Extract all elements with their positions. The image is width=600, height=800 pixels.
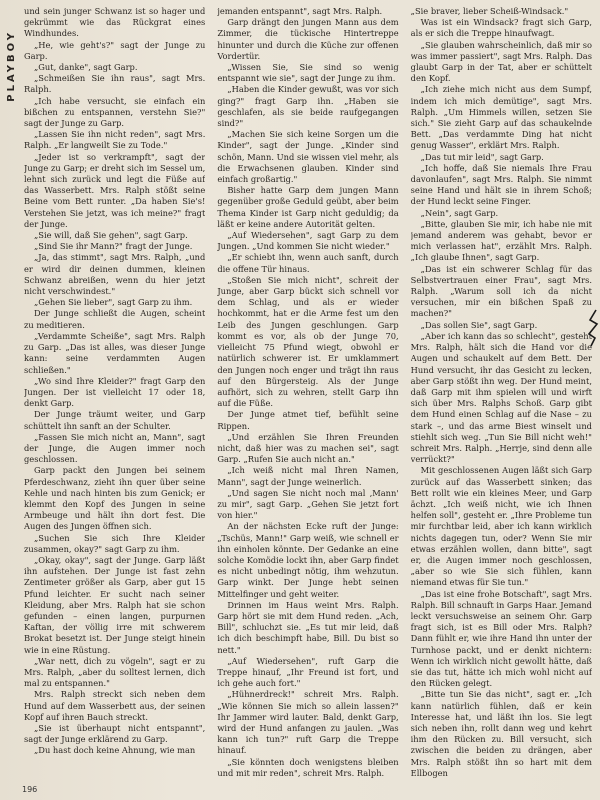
paragraph: „Auf Wiedersehen", sagt Garp zu dem Jungen. „Und kommen Sie nicht wieder."	[217, 230, 399, 252]
paragraph: „Schmeißen Sie ihn raus", sagt Mrs. Ralph.	[24, 73, 206, 95]
paragraph: „Das ist eine frohe Botschaft", sagt Mrs. Ralph. Bill schnauft in Garps Haar. Jemand leckt versuchsweise an seinem Ohr. Garp fragt sich, ist es Bill oder Mrs. Ralph? Dann fühlt er, wie ihre Hand ihn unter der Turnhose packt, und er denkt nichtern: Wenn ich wirklich nicht gewollt hätte, daß sie das tut, hätte ich mich wohl nicht auf den Rücken gelegt.	[410, 588, 592, 689]
paragraph: „Ich habe versucht, sie einfach ein bißchen zu entspannen, verstehn Sie?" sagt der Junge zu Garp.	[24, 95, 206, 129]
paragraph: „Sie will, daß Sie gehen", sagt Garp.	[34, 230, 188, 241]
paragraph: „Okay, okay", sagt der Junge. Garp läßt ihn aufstehen. Der Junge ist fast zehn Zentimeter größer als Garp, aber gut 15 Pfund leichter. Er sucht nach seiner Kleidung, aber Mrs. Ralph hat sie schon gefunden – einen langen, purpurnen Kaftan, der völlig irre mit schwerem Brokat besetzt ist. Der Junge steigt hinein wie in eine Rüstung.	[24, 554, 206, 655]
paragraph: Mrs. Ralph streckt sich neben dem Hund auf dem Wasserbett aus, der seinen Kopf auf ihren Bauch streckt.	[24, 689, 206, 722]
paragraph: „Hühnerdreck!" schreit Mrs. Ralph. „Wie können Sie mich so allein lassen?" Ihr Jammer wird lauter. Bald, denkt Garp, wird der Hund anfangen zu jaulen. „Was kann ich tun?" ruft Garp die Treppe hinauf.	[217, 689, 399, 756]
paragraph: „Bitte, glauben Sie mir, ich habe nie mit jemand anderem was gehabt, bevor er mich verlassen hat", erzählt Mrs. Ralph. „Ich glaube Ihnen", sagt Garp.	[410, 218, 592, 263]
paragraph: „Sie ist überhaupt nicht entspannt", sagt der Junge erklärend zu Garp.	[24, 723, 206, 745]
paragraph: „Das sollen Sie", sagt Garp.	[420, 319, 538, 330]
paragraph: „Wissen Sie, Sie sind so wenig entspannt wie sie", sagt der Junge zu ihm.	[217, 62, 399, 84]
paragraph: „Haben die Kinder gewußt, was vor sich ging?" fragt Garp ihn. „Haben sie geschlafen, als sie beide raufgegangen sind?"	[217, 84, 399, 129]
paragraph: Der Junge schließt die Augen, scheint zu meditieren.	[24, 308, 206, 330]
paragraph: „Verdammte Scheiße", sagt Mrs. Ralph zu Garp. „Das ist alles, was dieser Junge kann: seine verdammten Augen schließen."	[24, 330, 206, 375]
paragraph: „Sie braver, lieber Scheiß-Windsack."	[410, 6, 569, 16]
paragraph: und sein junger Schwanz ist so hager und gekrümmt wie das Rückgrat eines Windhundes.	[24, 6, 206, 39]
paragraph: „Ich weiß nicht mal Ihren Namen, Mann", sagt der Junge weinerlich.	[217, 465, 399, 487]
text-column-1	[24, 6, 205, 786]
paragraph: „Ich hoffe, daß Sie niemals Ihre Frau davonlaufen", sagt Mrs. Ralph. Sie nimmt seine Hand und hält sie in ihrem Schoß; der Hund leckt seine Finger.	[410, 162, 592, 207]
paragraph: „Sind Sie ihr Mann?" fragt der Junge.	[34, 241, 193, 252]
paragraph: „Suchen Sie sich Ihre Kleider zusammen, okay?" sagt Garp zu ihm.	[24, 532, 206, 554]
text-column-2	[217, 6, 398, 786]
paragraph: „Aber ich kann das so schlecht", gesteht Mrs. Ralph, hält sich die Hand vor die Augen und schaukelt auf dem Bett. Der Hund versucht, ihr das Gesicht zu lecken, aber Garp stößt ihn weg. Der Hund meint, daß Garp mit ihm spielen will und wirft sich über Mrs. Ralphs Schoß. Garp gibt dem Hund einen Schlag auf die Nase – zu stark –, und das arme Biest winselt und stiehlt sich weg. „Tun Sie Bill nicht weh!" schreit Mrs. Ralph. „Herrje, sind denn alle verrückt?"	[410, 330, 592, 465]
paragraph: „Und sagen Sie nicht noch mal ‚Mann' zu mir", sagt Garp. „Gehen Sie jetzt fort von hier."	[217, 487, 399, 521]
paragraph: „Das tut mir leid", sagt Garp.	[420, 151, 544, 162]
paragraph: „Ja, das stimmt", sagt Mrs. Ralph, „und er wird dir deinen dummen, kleinen Schwanz abreißen, wenn du hier jetzt nicht verschwindest."	[24, 252, 206, 297]
page-number: 196	[22, 785, 38, 794]
paragraph: „Gut, danke", sagt Garp.	[34, 62, 138, 73]
paragraph: „Du hast doch keine Ahnung, wie man	[34, 745, 196, 756]
paragraph: „He, wie geht's?" sagt der Junge zu Garp.	[24, 39, 206, 61]
paragraph: Der Junge träumt weiter, und Garp schüttelt ihn sanft an der Schulter.	[24, 409, 206, 431]
paragraph: Garp packt den Jungen bei seinem Pferdeschwanz, zieht ihn quer über seine Kehle und nach hinten bis zum Genick; er klemmt den Kopf des Jungen in seine Armbeuge und hält ihn dort fest. Die Augen des Jungen öffnen sich.	[24, 465, 206, 532]
paragraph: „Auf Wiedersehen", ruft Garp die Treppe hinauf, „Ihr Freund ist fort, und ich gehe auch fort."	[217, 655, 399, 689]
paragraph: „Und erzählen Sie Ihren Freunden nicht, daß hier was zu machen sei", sagt Garp. „Rufen Sie auch nicht an."	[217, 431, 399, 465]
paragraph: „Jeder ist so verkrampft", sagt der Junge zu Garp; er dreht sich im Sessel um, lehnt sich zurück und legt die Füße auf das Wasserbett. Mrs. Ralph stößt seine Beine vom Bett runter. „Da haben Sie's! Verstehen Sie jetzt, was ich meine?" fragt der Junge.	[24, 151, 206, 229]
paragraph: jemanden entspannt", sagt Mrs. Ralph.	[217, 6, 383, 16]
paragraph: „Lassen Sie ihn nicht reden", sagt Mrs. Ralph. „Er langweilt Sie zu Tode."	[24, 129, 206, 151]
paragraph: „Machen Sie sich keine Sorgen um die Kinder", sagt der Junge. „Kinder sind schön, Mann. Und sie wissen viel mehr, als die Erwachsenen glauben. Kinder sind einfach großartig."	[217, 129, 399, 185]
paragraph: „Bitte tun Sie das nicht", sagt er. „Ich kann natürlich fühlen, daß er kein Interesse hat, und läßt ihn los. Sie legt sich neben ihn, rollt dann weg und kehrt ihm den Rücken zu. Bill versucht, sich zwischen die beiden zu drängen, aber Mrs. Ralph stößt ihn so hart mit dem Ellbogen	[410, 689, 592, 778]
paragraph: Garp drängt den jungen Mann aus dem Zimmer, die tückische Hintertreppe hinunter und durch die Küche zur offenen Vordertür.	[217, 17, 399, 61]
paragraph: Mit geschlossenen Augen läßt sich Garp zurück auf das Wasserbett sinken; das Bett rollt wie ein kleines Meer, und Garp ächzt. „Ich weiß nicht, wie ich Ihnen helfen soll", gesteht er. „Ihre Probleme tun mir furchtbar leid, aber ich kann wirklich nichts dagegen tun, oder? Wenn Sie mir etwas erzählen wollen, dann bitte", sagt er, die Augen immer noch geschlossen, „aber so wie Sie sich fühlen, kann niemand etwas für Sie tun."	[410, 465, 592, 588]
paragraph: „Sie könnten doch wenigstens bleiben und mit mir reden", schreit Mrs. Ralph.	[217, 756, 399, 778]
paragraph: Bisher hatte Garp dem jungen Mann gegenüber große Geduld geübt, aber beim Thema Kinder ist Garp nicht geduldig; da läßt er keine andere Autorität gelten.	[217, 185, 399, 229]
paragraph: „War nett, dich zu vögeln", sagt er zu Mrs. Ralph, „aber du solltest lernen, dich mal zu entspannen."	[24, 655, 206, 689]
paragraph: „Wo sind Ihre Kleider?" fragt Garp den Jungen. Der ist vielleicht 17 oder 18, denkt Garp.	[24, 375, 206, 409]
paragraph: Drinnen im Haus weint Mrs. Ralph. Garp hört sie mit dem Hund reden. „Ach, Bill", schluchzt sie. „Es tut mir leid, daß ich dich beschimpft habe, Bill. Du bist so nett."	[217, 599, 399, 655]
paragraph: „Nein", sagt Garp.	[420, 207, 499, 218]
paragraph: „Stoßen Sie mich nicht", schreit der Junge, aber Garp bückt sich schnell vor dem Schlag, und als er wieder hochkommt, hat er die Arme fest um den Leib des Jungen geschlungen. Garp kommt es vor, als ob der Junge 70, vielleicht 75 Pfund wiegt, obwohl er natürlich schwerer ist. Er umklammert den Jungen noch enger und trägt ihn raus auf den Bürgersteig. Als der Junge aufhört, sich zu wehren, stellt Garp ihn auf die Füße.	[217, 274, 399, 409]
paragraph: Der Junge atmet tief, befühlt seine Rippen.	[217, 409, 399, 431]
text-columns	[24, 6, 592, 786]
margin-mark	[586, 308, 600, 348]
paragraph: „Sie glauben wahrscheinlich, daß mir so was immer passiert", sagt Mrs. Ralph. Das glaubt Garp in der Tat, aber er schüttelt den Kopf.	[410, 39, 592, 84]
paragraph: Was ist ein Windsack? fragt sich Garp, als er sich die Treppe hinaufwagt.	[410, 17, 592, 39]
paragraph: „Ich ziehe mich nicht aus dem Sumpf, indem ich mich demütige", sagt Mrs. Ralph. „Um Himmels willen, setzen Sie sich." Sie zieht Garp auf das schaukelnde Bett. „Das verdammte Ding hat nicht genug Wasser", erklärt Mrs. Ralph.	[410, 84, 592, 151]
paragraph: „Er schiebt ihn, wenn auch sanft, durch die offene Tür hinaus.	[217, 252, 399, 274]
paragraph: An der nächsten Ecke ruft der Junge: „Tschüs, Mann!" Garp weiß, wie schnell er ihn einholen könnte. Der Gedanke an eine solche Komödie lockt ihn, aber Garp findet es nicht unbedingt nötig, ihm wehzutun. Garp winkt. Der Junge hebt seinen Mittelfinger und geht weiter.	[217, 521, 399, 599]
paragraph: „Das ist ein schwerer Schlag für das Selbstvertrauen einer Frau", sagt Mrs. Ralph. „Warum soll ich da nicht versuchen, mir ein bißchen Spaß zu machen?"	[410, 263, 592, 319]
magazine-brand: PLAYBOY	[6, 30, 17, 102]
paragraph: „Gehen Sie lieber", sagt Garp zu ihm.	[34, 297, 193, 308]
text-column-3	[411, 6, 592, 786]
paragraph: „Fassen Sie mich nicht an, Mann", sagt der Junge, die Augen immer noch geschlossen.	[24, 431, 206, 465]
